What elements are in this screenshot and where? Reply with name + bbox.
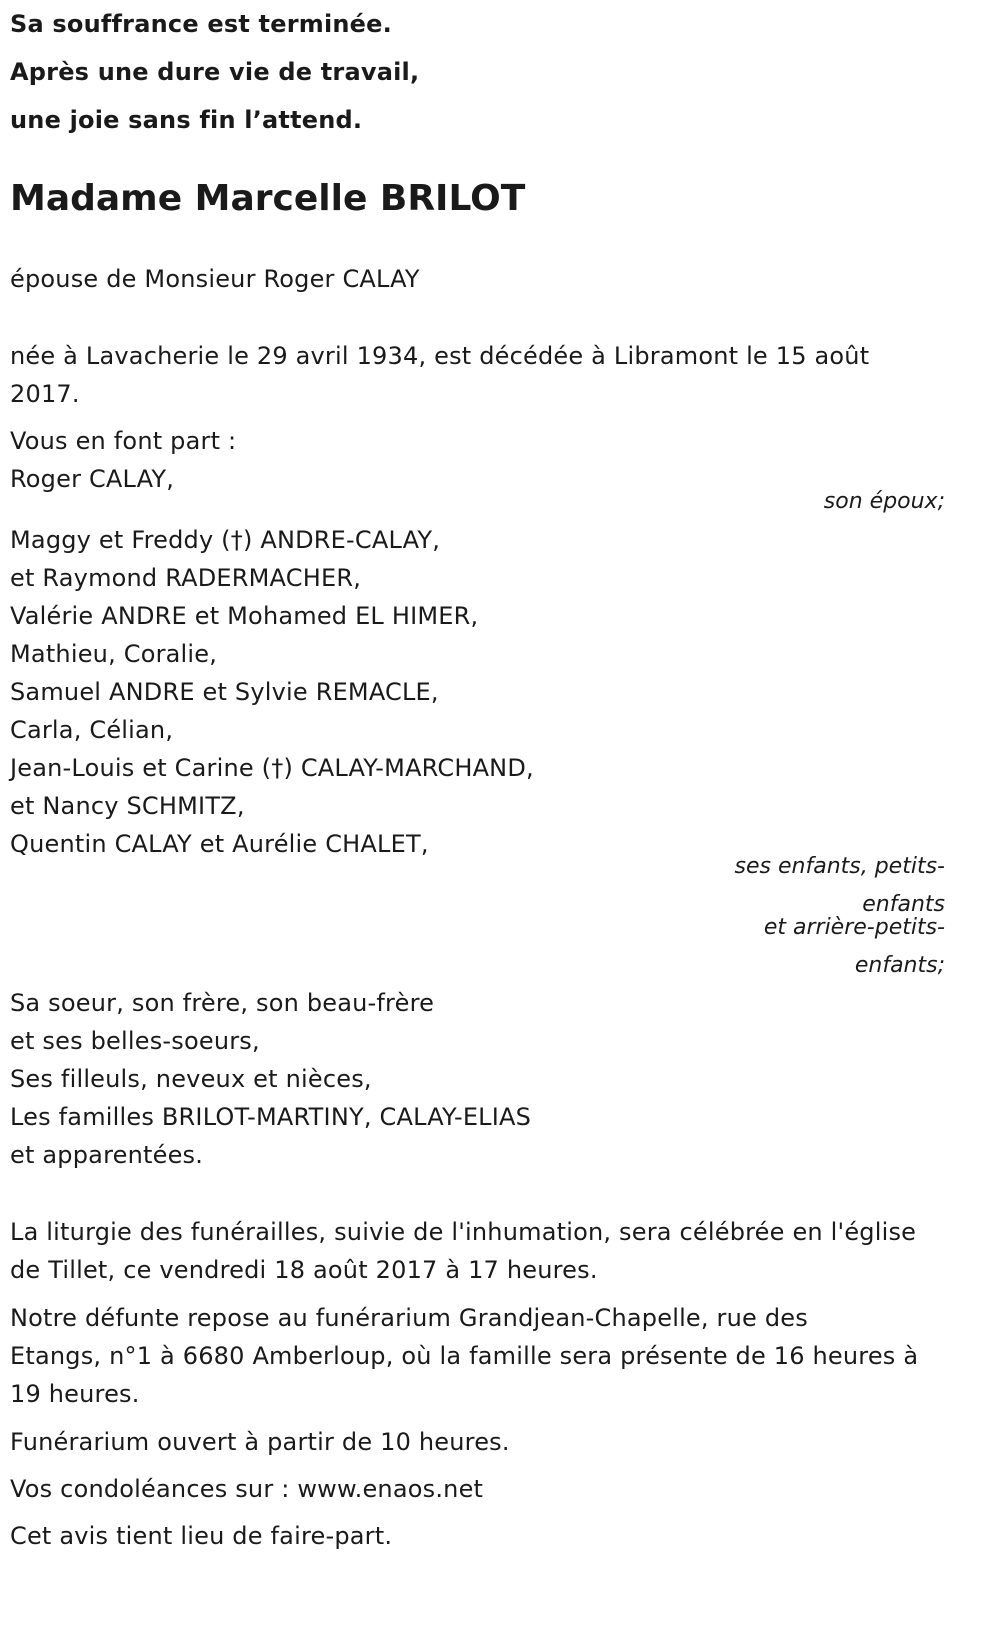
children-role-line-3: et arrière-petits- [763, 915, 945, 940]
husband-name: Roger CALAY, [10, 465, 175, 493]
deceased-name: Madame Marcelle BRILOT [10, 178, 526, 219]
extended-family-line: Les familles BRILOT-MARTINY, CALAY-ELIAS [10, 1103, 532, 1131]
extended-family-line: et ses belles-soeurs, [10, 1027, 260, 1055]
funerarium-line-2: Etangs, n°1 à 6680 Amberloup, où la famille sera présente de 16 heures à [10, 1342, 919, 1370]
birth-death-line-1: née à Lavacherie le 29 avril 1934, est décédée à Libramont le 15 août [10, 342, 870, 370]
family-member-line: et Raymond RADERMACHER, [10, 564, 362, 592]
funerarium-line-3: 19 heures. [10, 1380, 140, 1408]
extended-family-line: et apparentées. [10, 1141, 204, 1169]
condolences-line: Vos condoléances sur : www.enaos.net [10, 1475, 484, 1503]
notice-line: Cet avis tient lieu de faire-part. [10, 1522, 393, 1550]
children-role-line-2: enfants [862, 892, 945, 917]
family-member-line: et Nancy SCHMITZ, [10, 792, 245, 820]
verse-line-1: Sa souffrance est terminée. [10, 10, 392, 38]
extended-family-line: Sa soeur, son frère, son beau-frère [10, 989, 435, 1017]
family-member-line: Jean-Louis et Carine (†) CALAY-MARCHAND, [10, 754, 534, 782]
ceremony-line-1: La liturgie des funérailles, suivie de l'inhumation, sera célébrée en l'église [10, 1218, 917, 1246]
children-role-line-4: enfants; [854, 953, 945, 978]
birth-death-line-2: 2017. [10, 380, 80, 408]
opening-hours: Funérarium ouvert à partir de 10 heures. [10, 1428, 510, 1456]
husband-role: son époux; [823, 489, 945, 514]
children-role-line-1: ses enfants, petits- [734, 854, 945, 879]
family-member-line: Maggy et Freddy (†) ANDRE-CALAY, [10, 526, 441, 554]
family-member-line: Valérie ANDRE et Mohamed EL HIMER, [10, 602, 479, 630]
family-member-line: Mathieu, Coralie, [10, 640, 218, 668]
funerarium-line-1: Notre défunte repose au funérarium Grandjean-Chapelle, rue des [10, 1304, 808, 1332]
family-member-line: Carla, Célian, [10, 716, 174, 744]
family-member-line: Samuel ANDRE et Sylvie REMACLE, [10, 678, 439, 706]
verse-line-2: Après une dure vie de travail, [10, 58, 420, 86]
extended-family-line: Ses filleuls, neveux et nièces, [10, 1065, 372, 1093]
verse-line-3: une joie sans fin l’attend. [10, 106, 363, 134]
family-member-line: Quentin CALAY et Aurélie CHALET, [10, 830, 429, 858]
spouse-line: épouse de Monsieur Roger CALAY [10, 265, 420, 293]
ceremony-line-2: de Tillet, ce vendredi 18 août 2017 à 17 heures. [10, 1256, 598, 1284]
announcement-line: Vous en font part : [10, 427, 237, 455]
